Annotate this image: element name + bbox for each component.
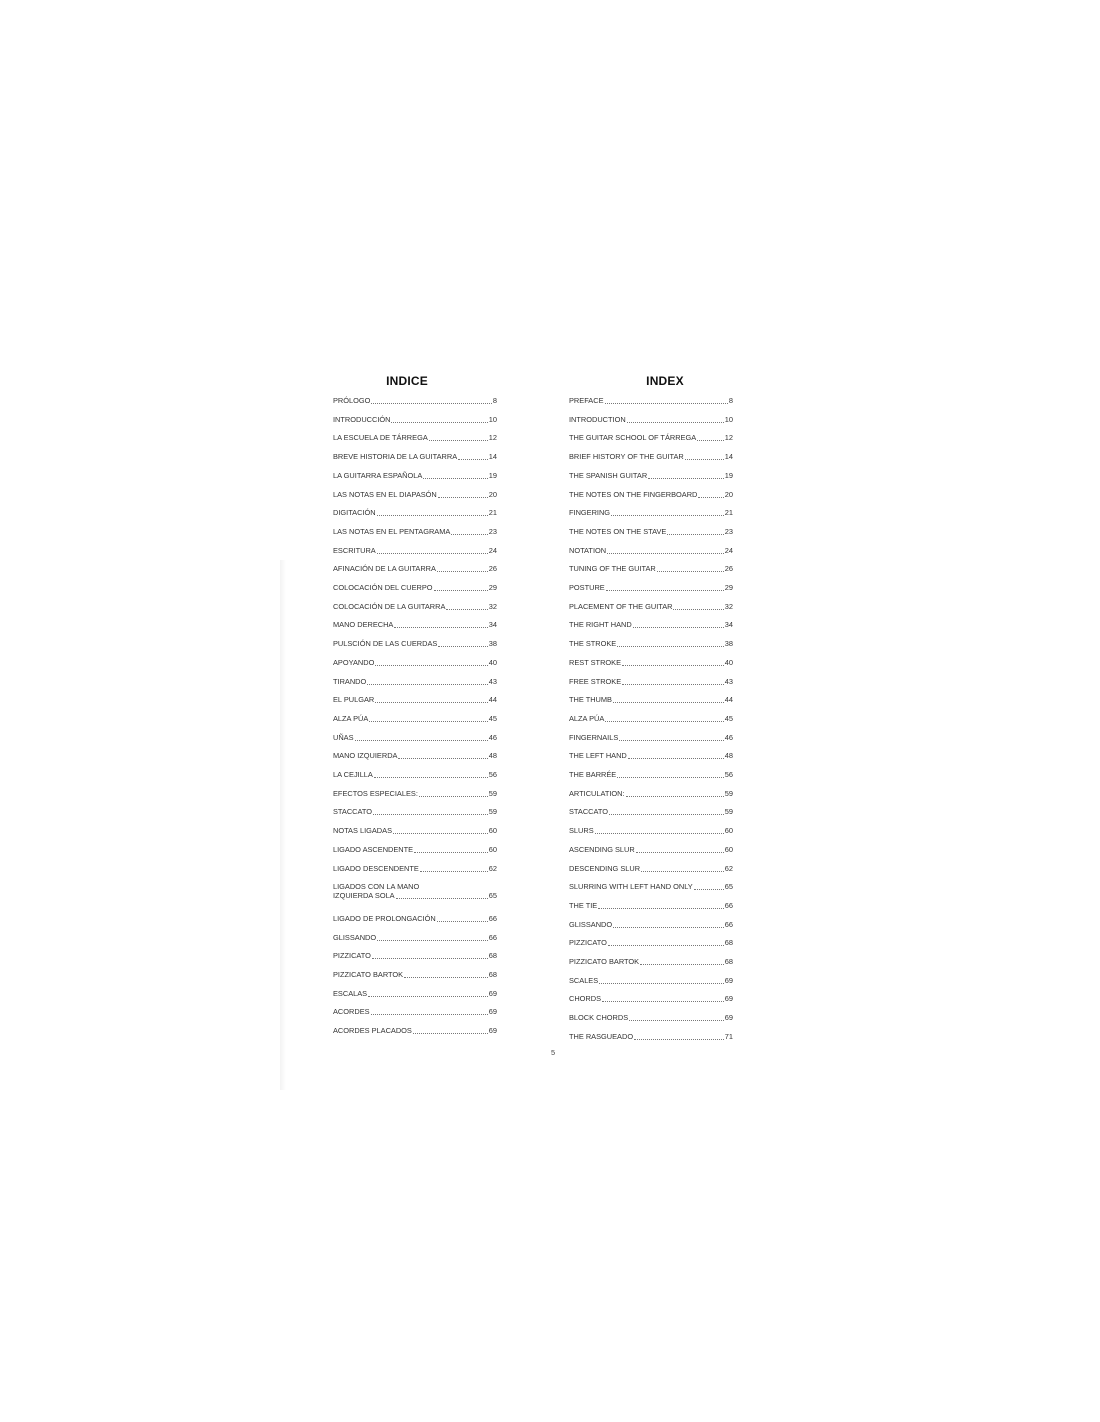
dot-leader bbox=[698, 491, 723, 498]
toc-entry bbox=[333, 452, 497, 461]
toc-entry-label: CHORDS bbox=[569, 994, 602, 1004]
toc-entry bbox=[333, 714, 497, 723]
toc-entry-page: 46 bbox=[488, 732, 497, 742]
toc-entry-page: 10 bbox=[724, 414, 733, 424]
toc-entry-page: 40 bbox=[724, 657, 733, 667]
toc-entry-page: 38 bbox=[724, 639, 733, 649]
toc-entry-label: POSTURE bbox=[569, 583, 605, 592]
dot-leader bbox=[437, 915, 488, 922]
toc-entry-label: MANO IZQUIERDA bbox=[333, 751, 398, 761]
toc-entry bbox=[333, 639, 497, 648]
toc-entry bbox=[569, 508, 733, 517]
toc-entry bbox=[569, 583, 733, 592]
toc-entry bbox=[569, 882, 733, 891]
toc-entry-label: LIGADO ASCENDENTE bbox=[333, 844, 414, 854]
dot-leader bbox=[617, 771, 724, 778]
toc-entry-page: 56 bbox=[724, 770, 733, 779]
toc-entry-page: 69 bbox=[488, 1007, 497, 1017]
toc-entry-label: TUNING OF THE GUITAR bbox=[569, 564, 656, 574]
toc-entry-label: REST STROKE bbox=[569, 657, 622, 667]
toc-entry-page: 59 bbox=[488, 807, 497, 817]
dot-leader bbox=[605, 715, 723, 722]
dot-leader bbox=[657, 565, 724, 572]
toc-entry-label: THE NOTES ON THE FINGERBOARD bbox=[569, 489, 698, 499]
dot-leader bbox=[375, 659, 487, 666]
toc-entry bbox=[333, 733, 497, 742]
toc-entry bbox=[333, 951, 497, 960]
dot-leader bbox=[374, 771, 488, 778]
toc-entry-label: FINGERING bbox=[569, 508, 611, 518]
dot-leader bbox=[697, 434, 724, 441]
toc-entry bbox=[333, 415, 497, 424]
dot-leader bbox=[613, 921, 724, 928]
toc-entry-page: 20 bbox=[724, 489, 733, 499]
toc-entry bbox=[333, 490, 497, 499]
toc-entry-label: NOTAS LIGADAS bbox=[333, 826, 393, 836]
toc-entry-page: 12 bbox=[488, 433, 497, 443]
indice-title: INDICE bbox=[386, 374, 428, 388]
toc-entry-label: ESCALAS bbox=[333, 988, 368, 998]
dot-leader bbox=[355, 734, 488, 741]
toc-entry bbox=[569, 938, 733, 947]
toc-entry bbox=[333, 933, 497, 942]
toc-entry bbox=[569, 639, 733, 648]
toc-entry-page: 65 bbox=[488, 891, 497, 901]
dot-leader bbox=[396, 892, 488, 899]
dot-leader bbox=[595, 827, 724, 834]
toc-entry bbox=[333, 970, 497, 979]
dot-leader bbox=[369, 715, 487, 722]
toc-entry bbox=[333, 882, 497, 900]
dot-leader bbox=[648, 472, 724, 479]
toc-entry bbox=[333, 845, 497, 854]
toc-entry-page: 48 bbox=[488, 751, 497, 761]
toc-entry-label: INTRODUCCIÓN bbox=[333, 414, 391, 424]
toc-entry-label: PIZZICATO BARTOK bbox=[333, 970, 404, 979]
toc-entry-page: 48 bbox=[724, 751, 733, 761]
toc-entry-page: 26 bbox=[724, 564, 733, 574]
toc-entry-page: 8 bbox=[492, 396, 497, 405]
toc-entry bbox=[333, 396, 497, 405]
dot-leader bbox=[633, 621, 724, 628]
toc-entry bbox=[333, 695, 497, 704]
dot-leader bbox=[372, 952, 488, 959]
dot-leader bbox=[694, 883, 724, 890]
toc-entry bbox=[333, 583, 497, 592]
toc-entry-label: PIZZICATO BARTOK bbox=[569, 957, 640, 966]
toc-entry-label: NOTATION bbox=[569, 545, 607, 555]
toc-entry bbox=[333, 751, 497, 760]
toc-entry bbox=[569, 620, 733, 629]
toc-entry-label: ALZA PÚA bbox=[333, 713, 369, 723]
toc-entry-label: EFECTOS ESPECIALES: bbox=[333, 788, 418, 798]
toc-entry-label: THE GUITAR SCHOOL OF TÁRREGA bbox=[569, 433, 697, 443]
toc-entry bbox=[333, 620, 497, 629]
toc-entry-label: LIGADO DESCENDENTE bbox=[333, 863, 419, 873]
toc-entry-page: 29 bbox=[724, 583, 733, 592]
toc-entry bbox=[333, 914, 497, 923]
toc-entry-page: 34 bbox=[488, 620, 497, 630]
dot-leader bbox=[458, 453, 488, 460]
toc-entry-label: LAS NOTAS EN EL PENTAGRAMA bbox=[333, 526, 451, 536]
toc-entry-page: 59 bbox=[488, 788, 497, 798]
toc-entry-label: COLOCACIÓN DEL CUERPO bbox=[333, 583, 433, 592]
toc-entry-page: 66 bbox=[724, 919, 733, 929]
toc-entry-page: 69 bbox=[488, 1026, 497, 1036]
toc-entry-page: 60 bbox=[488, 844, 497, 854]
toc-entry bbox=[569, 714, 733, 723]
dot-leader bbox=[602, 995, 724, 1002]
dot-leader bbox=[377, 934, 488, 941]
toc-entry-label-continued: IZQUIERDA SOLA bbox=[333, 891, 395, 901]
dot-leader bbox=[398, 752, 487, 759]
toc-entry bbox=[333, 602, 497, 611]
dot-leader bbox=[685, 453, 724, 460]
toc-entry bbox=[569, 901, 733, 910]
toc-entry-page: 24 bbox=[724, 545, 733, 555]
toc-entry bbox=[569, 602, 733, 611]
toc-entry bbox=[333, 564, 497, 573]
toc-entry-page: 34 bbox=[724, 620, 733, 630]
toc-entry bbox=[569, 564, 733, 573]
toc-entry bbox=[333, 677, 497, 686]
dot-leader bbox=[367, 678, 488, 685]
toc-entry-page: 14 bbox=[724, 452, 733, 462]
toc-entry-page: 23 bbox=[488, 526, 497, 536]
dot-leader bbox=[609, 808, 724, 815]
dot-leader bbox=[437, 565, 488, 572]
dot-leader bbox=[375, 696, 488, 703]
toc-entry bbox=[569, 733, 733, 742]
toc-entry bbox=[569, 770, 733, 779]
toc-entry-label: LA GUITARRA ESPAÑOLA bbox=[333, 470, 423, 480]
dot-leader bbox=[673, 603, 723, 610]
toc-entry-label: THE STROKE bbox=[569, 639, 617, 649]
toc-entry bbox=[569, 695, 733, 704]
toc-entry-label: ACORDES bbox=[333, 1007, 370, 1017]
toc-entry-label: ACORDES PLACADOS bbox=[333, 1026, 412, 1036]
toc-entry bbox=[333, 989, 497, 998]
toc-entry-page: 59 bbox=[724, 807, 733, 817]
dot-leader bbox=[626, 790, 724, 797]
dot-leader bbox=[611, 509, 724, 516]
toc-entry-label: PIZZICATO bbox=[569, 938, 607, 948]
toc-entry-page: 26 bbox=[488, 564, 497, 574]
toc-entry-label: AFINACIÓN DE LA GUITARRA bbox=[333, 564, 436, 574]
dot-leader bbox=[605, 397, 728, 404]
dot-leader bbox=[394, 621, 487, 628]
toc-entry-label: SLURS bbox=[569, 826, 594, 836]
toc-entry bbox=[333, 527, 497, 536]
toc-entry-page: 23 bbox=[724, 526, 733, 536]
toc-entry-page: 44 bbox=[724, 695, 733, 705]
toc-entry-page: 19 bbox=[488, 470, 497, 480]
dot-leader bbox=[598, 902, 724, 909]
toc-entry-page: 59 bbox=[724, 788, 733, 798]
toc-entry-page: 71 bbox=[724, 1031, 733, 1041]
page-number: 5 bbox=[550, 1048, 556, 1057]
toc-entry-page: 60 bbox=[724, 826, 733, 836]
toc-entry-label: APOYANDO bbox=[333, 657, 375, 667]
dot-leader bbox=[429, 434, 488, 441]
toc-entry bbox=[333, 770, 497, 779]
toc-entry-page: 68 bbox=[488, 970, 497, 979]
toc-entry bbox=[569, 976, 733, 985]
toc-entry bbox=[333, 546, 497, 555]
toc-entry-page: 21 bbox=[724, 508, 733, 518]
dot-leader bbox=[667, 528, 723, 535]
toc-entry-label: COLOCACIÓN DE LA GUITARRA bbox=[333, 601, 446, 611]
toc-entry bbox=[569, 658, 733, 667]
index-title: INDEX bbox=[646, 374, 684, 388]
toc-entry-page: 44 bbox=[488, 695, 497, 705]
dot-leader bbox=[438, 491, 488, 498]
toc-entry-page: 40 bbox=[488, 657, 497, 667]
toc-entry-page: 60 bbox=[488, 826, 497, 836]
toc-entry bbox=[569, 452, 733, 461]
toc-entry bbox=[569, 433, 733, 442]
dot-leader bbox=[629, 1014, 724, 1021]
toc-entry bbox=[569, 471, 733, 480]
toc-entry-label: STACCATO bbox=[333, 807, 373, 817]
toc-entry-page: 56 bbox=[488, 770, 497, 779]
toc-entry bbox=[569, 396, 733, 405]
toc-entry-label: PREFACE bbox=[569, 396, 604, 405]
dot-leader bbox=[423, 472, 488, 479]
toc-entry-page: 65 bbox=[724, 882, 733, 892]
toc-entry-label: THE RIGHT HAND bbox=[569, 620, 632, 630]
dot-leader bbox=[373, 808, 488, 815]
toc-entry bbox=[333, 1026, 497, 1035]
toc-entry bbox=[333, 864, 497, 873]
toc-entry-page: 24 bbox=[488, 545, 497, 555]
toc-entry-label: THE NOTES ON THE STAVE bbox=[569, 526, 667, 536]
toc-entry bbox=[569, 527, 733, 536]
toc-entry-page: 12 bbox=[724, 433, 733, 443]
dot-leader bbox=[619, 734, 723, 741]
toc-entry bbox=[569, 1032, 733, 1041]
dot-leader bbox=[413, 1027, 488, 1034]
dot-leader bbox=[617, 640, 724, 647]
toc-entry-label: ARTICULATION: bbox=[569, 788, 625, 798]
dot-leader bbox=[634, 1033, 724, 1040]
toc-entry-label: TIRANDO bbox=[333, 676, 367, 686]
toc-entry-page: 10 bbox=[488, 414, 497, 424]
toc-entry-label: LA CEJILLA bbox=[333, 770, 373, 779]
toc-entry-page: 69 bbox=[488, 988, 497, 998]
dot-leader bbox=[419, 790, 488, 797]
toc-entry-page: 20 bbox=[488, 489, 497, 499]
toc-entry-label: EL PULGAR bbox=[333, 695, 375, 705]
dot-leader bbox=[451, 528, 487, 535]
dot-leader bbox=[438, 640, 487, 647]
dot-leader bbox=[393, 827, 488, 834]
toc-entry-label: DIGITACIÓN bbox=[333, 508, 376, 518]
dot-leader bbox=[622, 678, 724, 685]
toc-entry-page: 29 bbox=[488, 583, 497, 592]
toc-entry-label: ESCRITURA bbox=[333, 545, 376, 555]
toc-entry-page: 46 bbox=[724, 732, 733, 742]
toc-entry-page: 38 bbox=[488, 639, 497, 649]
toc-entry-label: FINGERNAILS bbox=[569, 732, 619, 742]
toc-entry bbox=[569, 994, 733, 1003]
toc-entry-label: LAS NOTAS EN EL DIAPASÓN bbox=[333, 489, 437, 499]
dot-leader bbox=[608, 939, 724, 946]
toc-entry bbox=[333, 807, 497, 816]
dot-leader bbox=[599, 977, 724, 984]
toc-entry-label: PRÓLOGO bbox=[333, 396, 371, 405]
toc-entry bbox=[569, 920, 733, 929]
dot-leader bbox=[640, 958, 724, 965]
toc-entry-page: 14 bbox=[488, 452, 497, 462]
toc-entry-label: LIGADO DE PROLONGACIÓN bbox=[333, 913, 436, 923]
toc-entry-label: GLISSANDO bbox=[333, 932, 377, 942]
dot-leader bbox=[622, 659, 724, 666]
toc-entry-label: PULSCIÓN DE LAS CUERDAS bbox=[333, 639, 438, 649]
dot-leader bbox=[607, 547, 724, 554]
toc-entry-page: 21 bbox=[488, 508, 497, 518]
toc-entry-page: 66 bbox=[724, 900, 733, 910]
toc-entry-label: STACCATO bbox=[569, 807, 609, 817]
dot-leader bbox=[606, 584, 724, 591]
toc-entry-label: UÑAS bbox=[333, 732, 354, 742]
toc-entry-page: 8 bbox=[728, 396, 733, 405]
toc-entry-label: BLOCK CHORDS bbox=[569, 1013, 629, 1023]
toc-entry bbox=[333, 433, 497, 442]
dot-leader bbox=[446, 603, 487, 610]
dot-leader bbox=[371, 1008, 488, 1015]
toc-entry bbox=[333, 1007, 497, 1016]
toc-entry-label: ALZA PÚA bbox=[569, 713, 605, 723]
toc-entry-label: THE THUMB bbox=[569, 695, 612, 705]
toc-entry bbox=[569, 546, 733, 555]
dot-leader bbox=[420, 865, 488, 872]
toc-entry-label: BREVE HISTORIA DE LA GUITARRA bbox=[333, 452, 458, 462]
dot-leader bbox=[371, 397, 492, 404]
toc-entry-label: THE SPANISH GUITAR bbox=[569, 470, 648, 480]
toc-entry-page: 62 bbox=[488, 863, 497, 873]
toc-entry-page: 45 bbox=[488, 713, 497, 723]
toc-entry bbox=[569, 751, 733, 760]
toc-entry-page: 43 bbox=[724, 676, 733, 686]
toc-entry-label: GLISSANDO bbox=[569, 919, 613, 929]
toc-entry bbox=[333, 658, 497, 667]
toc-entry-label: THE BARRÉE bbox=[569, 770, 617, 779]
toc-entry bbox=[569, 807, 733, 816]
toc-entry-page: 43 bbox=[488, 676, 497, 686]
toc-entry bbox=[569, 957, 733, 966]
toc-entry-label: DESCENDING SLUR bbox=[569, 863, 641, 873]
dot-leader bbox=[434, 584, 488, 591]
toc-entry-page: 62 bbox=[724, 863, 733, 873]
toc-entry bbox=[333, 789, 497, 798]
toc-entry bbox=[569, 677, 733, 686]
toc-entry-label: SLURRING WITH LEFT HAND ONLY bbox=[569, 882, 693, 892]
toc-entry-page: 69 bbox=[724, 975, 733, 985]
toc-entry bbox=[569, 1013, 733, 1022]
dot-leader bbox=[404, 971, 488, 978]
toc-entry bbox=[569, 845, 733, 854]
toc-entry-label: THE TIE bbox=[569, 900, 598, 910]
toc-entry-page: 69 bbox=[724, 1013, 733, 1023]
toc-entry-label: PIZZICATO bbox=[333, 951, 371, 961]
toc-entry-label: ASCENDING SLUR bbox=[569, 844, 635, 854]
toc-entry-label: MANO DERECHA bbox=[333, 620, 394, 630]
toc-entry-label: PLACEMENT OF THE GUITAR bbox=[569, 601, 673, 611]
toc-entry-page: 66 bbox=[488, 913, 497, 923]
dot-leader bbox=[368, 990, 488, 997]
dot-leader bbox=[641, 865, 724, 872]
toc-entry-label: FREE STROKE bbox=[569, 676, 622, 686]
dot-leader bbox=[627, 416, 724, 423]
toc-entry-label: LA ESCUELA DE TÁRREGA bbox=[333, 433, 428, 443]
toc-entry bbox=[569, 490, 733, 499]
toc-entry-page: 32 bbox=[488, 601, 497, 611]
dot-leader bbox=[377, 509, 488, 516]
toc-entry bbox=[569, 789, 733, 798]
toc-entry-page: 45 bbox=[724, 713, 733, 723]
dot-leader bbox=[628, 752, 724, 759]
toc-entry-page: 68 bbox=[488, 951, 497, 961]
dot-leader bbox=[613, 696, 724, 703]
dot-leader bbox=[391, 416, 487, 423]
toc-entry-label: LIGADOS CON LA MANO bbox=[333, 882, 420, 892]
toc-entry-page: 66 bbox=[488, 932, 497, 942]
toc-entry bbox=[333, 826, 497, 835]
toc-entry bbox=[569, 826, 733, 835]
toc-entry-page: 68 bbox=[724, 957, 733, 966]
toc-entry-label: THE LEFT HAND bbox=[569, 751, 627, 761]
page-edge-shadow bbox=[280, 560, 286, 1090]
toc-entry bbox=[569, 415, 733, 424]
dot-leader bbox=[377, 547, 488, 554]
toc-entry-page: 32 bbox=[724, 601, 733, 611]
toc-entry-page: 60 bbox=[724, 844, 733, 854]
toc-entry-label: SCALES bbox=[569, 975, 599, 985]
dot-leader bbox=[414, 846, 488, 853]
toc-entry-page: 19 bbox=[724, 470, 733, 480]
dot-leader bbox=[636, 846, 724, 853]
toc-entry-label: INTRODUCTION bbox=[569, 414, 626, 424]
toc-entry bbox=[333, 508, 497, 517]
toc-entry bbox=[569, 864, 733, 873]
toc-entry-page: 68 bbox=[724, 938, 733, 948]
toc-entry-page: 69 bbox=[724, 994, 733, 1004]
toc-entry-label: THE RASGUEADO bbox=[569, 1031, 634, 1041]
toc-entry bbox=[333, 471, 497, 480]
toc-entry-label: BRIEF HISTORY OF THE GUITAR bbox=[569, 452, 684, 462]
